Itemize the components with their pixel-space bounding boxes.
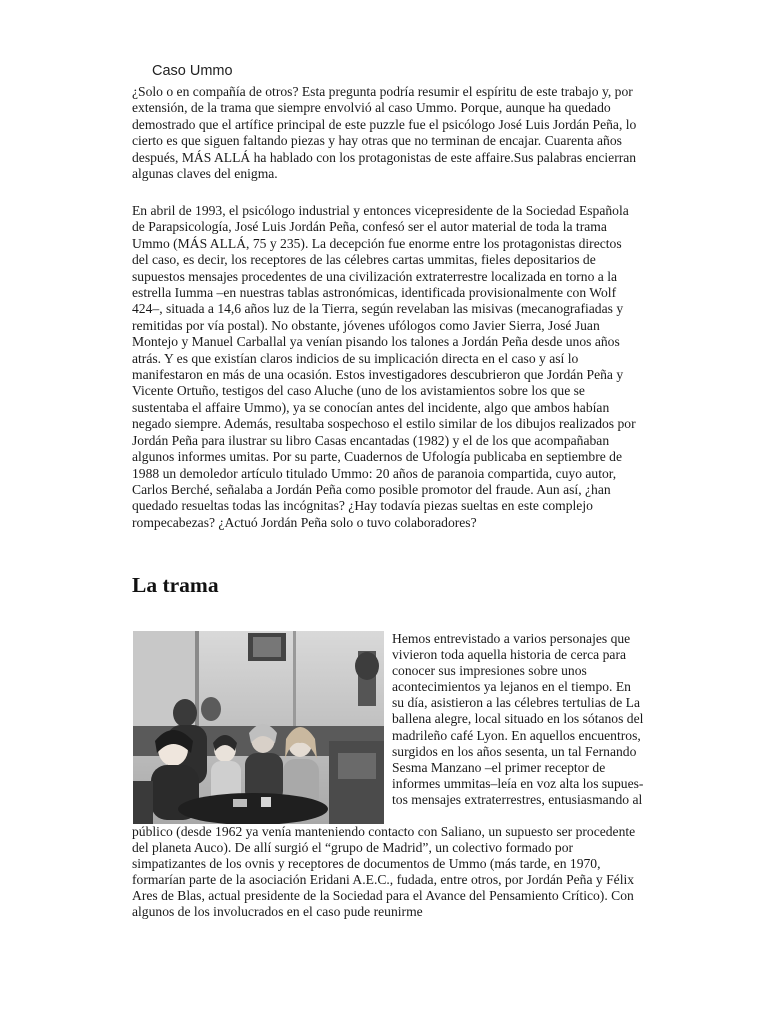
tail-paragraph: público (desde 1962 ya venía manteniendo contacto con Saliano, un supuesto ser procedente del planeta Auco). De allí surgió el “grupo de Madrid”, un colectivo formado por simpatizantes de los ovnis y receptores de documentos de Ummo (más tarde, en 1970, formarían parte de la asociación Eridani A.E.C., fudada, entre otros, por Jordán Peña y Félix Ares de Blas, actual presidente de la Sociedad para el Avance del Pensamiento Crítico). Con algunos de los involucrados en el caso pude reunirme (132, 824, 636, 920)
document-title: Caso Ummo (152, 63, 233, 79)
wrap-paragraph: Hemos entrevistado a varios personajes que vivieron toda aquella historia de cerca para conocer sus impresiones sobre unos acontecimientos ya lejanos en el tiempo. En su día, asistieron a las célebres tertulias de La ballena alegre, local situado en los sótanos del madrileño café Lyon. En aquellos encuentros, surgidos en los años sesenta, un tal Fernando Sesma Manzano –el primer receptor de informes ummitas–leía en voz alta los supues- tos mensajes extraterrestres, entusiasmando al (392, 631, 644, 807)
historical-photo (133, 631, 384, 824)
body-paragraph: En abril de 1993, el psicólogo industrial y entonces vicepresidente de la Sociedad Española de Parapsicología, José Luis Jordán Peña, confesó ser el autor material de toda la trama Ummo (MÁS ALLÁ, 75 y 235). La decepción fue enorme entre los protagonistas directos del caso, es decir, los receptores de las célebres cartas ummitas, fieles depositarios de supuestos mensajes procedentes de una civilización extraterrestre localizada en torno a la estrella Iumma –en nuestras tablas astronómicas, identificada provisionalmente con Wolf 424–, situada a 14,6 años luz de la Tierra, según revelaban las misivas (mecanografiadas y remitidas por vía postal). No obstante, jóvenes ufólogos como Javier Sierra, José Juan Montejo y Manuel Carballal ya venían pisando los talones a Jordán Peña desde unos años atrás. Y es que existían claros indicios de su implicación directa en el caso y así lo manifestaron en más de una ocasión. Estos investigadores descubrieron que Jordán Peña y Vicente Ortuño, testigos del caso Aluche (uno de los avistamientos sobre los que se sustentaba el affaire Ummo), ya se conocían antes del incidente, algo que ambos habían negado siempre. Además, resultaba sospechoso el estilo similar de los dibujos realizados por Jordán Peña para ilustrar su libro Casas encantadas (1982) y el de los que acompañaban algunos informes umitas. Por su parte, Cuadernos de Ufología publicaba en septiembre de 1988 un demoledor artículo titulado Ummo: 20 años de paranoia compartida, cuyo autor, Carlos Berché, señalaba a Jordán Peña como posible promotor del fraude. Aun así, ¿han quedado resueltas todas las incógnitas? ¿Hay todavía piezas sueltas en este complejo rompecabezas? ¿Actuó Jordán Peña solo o tuvo colaboradores? (132, 203, 636, 530)
photo-illustration (133, 631, 384, 824)
section-heading: La trama (132, 573, 219, 597)
intro-paragraph: ¿Solo o en compañía de otros? Esta pregunta podría resumir el espíritu de este trabajo y, por extensión, de la trama que siempre envolvió al caso Ummo. Porque, aunque ha quedado demostrado que el artífice principal de este puzzle fue el psicólogo José Luis Jordán Peña, lo cierto es que siguen faltando piezas y hay otras que no terminan de encajar. Cuarenta años después, MÁS ALLÁ ha hablado con los protagonistas de este affaire.Sus palabras encierran algunas claves del enigma. (132, 84, 637, 182)
